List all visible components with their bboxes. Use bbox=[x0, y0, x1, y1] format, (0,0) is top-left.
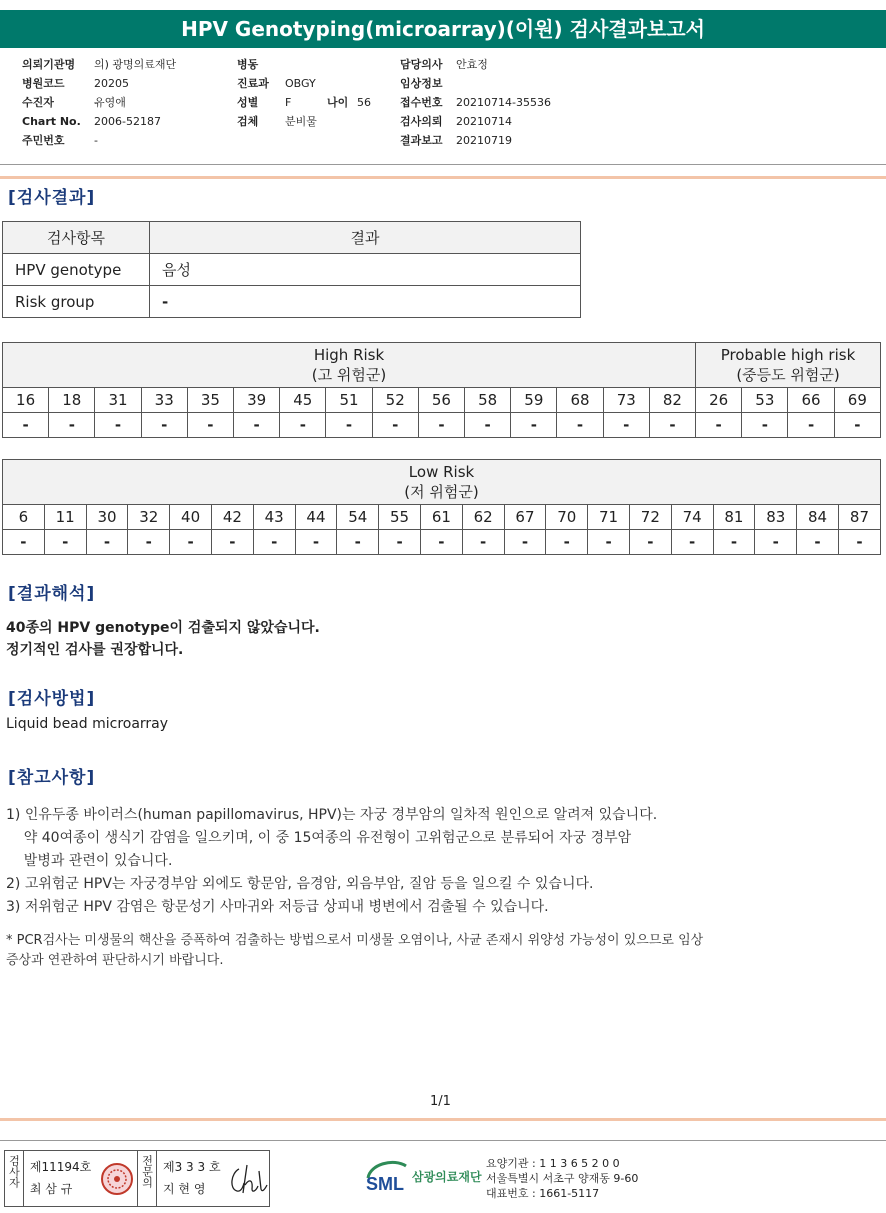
hpv-type-label: 45 bbox=[280, 388, 326, 413]
probable-risk-title: Probable high risk bbox=[720, 346, 856, 364]
high-risk-header bbox=[3, 343, 696, 388]
hpv-type-label: 31 bbox=[95, 388, 141, 413]
info-label: 검사의뢰 bbox=[400, 115, 443, 128]
low-risk-types-row bbox=[3, 505, 881, 530]
hpv-type-result: - bbox=[128, 530, 170, 555]
interpretation-part: 이 검출되지 않았습니다. bbox=[169, 620, 320, 636]
low-risk-values-row bbox=[3, 530, 881, 555]
hpv-type-result: - bbox=[797, 530, 839, 555]
patient-info-col1 bbox=[22, 55, 176, 150]
divider bbox=[0, 164, 886, 165]
hpv-type-result: - bbox=[3, 413, 49, 438]
result-value: - bbox=[150, 286, 581, 318]
low-risk-header bbox=[3, 460, 881, 505]
hpv-type-result: - bbox=[788, 413, 834, 438]
footnote bbox=[6, 931, 703, 971]
info-value: - bbox=[94, 134, 98, 147]
specialist-cell bbox=[157, 1151, 225, 1206]
divider bbox=[0, 1140, 886, 1141]
section-title-method: [검사방법] bbox=[8, 689, 96, 709]
hpv-type-label: 56 bbox=[418, 388, 464, 413]
hpv-type-result: - bbox=[834, 413, 880, 438]
hpv-type-label: 53 bbox=[742, 388, 788, 413]
hpv-type-label: 39 bbox=[234, 388, 280, 413]
method-text: Liquid bead microarray bbox=[6, 716, 169, 732]
specialist-label-text: 전문의 bbox=[140, 1155, 154, 1188]
hpv-type-label: 67 bbox=[504, 505, 546, 530]
note-line: 3) 저위험군 HPV 감염은 항문성기 사마귀와 저등급 상피내 병변에서 검출될 수 있습니다. bbox=[6, 899, 549, 915]
info-value: 의) 광명의료재단 bbox=[94, 58, 177, 71]
info-label: Chart No. bbox=[22, 115, 81, 128]
logo-text: SML bbox=[366, 1174, 404, 1194]
seal-stamp bbox=[97, 1151, 138, 1206]
hpv-type-label: 18 bbox=[49, 388, 95, 413]
hpv-type-result: - bbox=[462, 530, 504, 555]
low-risk-subtitle: (저 위험군) bbox=[404, 483, 479, 501]
org-address bbox=[486, 1156, 638, 1201]
section-title-reference: [참고사항] bbox=[8, 768, 96, 788]
hpv-type-result: - bbox=[465, 413, 511, 438]
hpv-type-result: - bbox=[379, 530, 421, 555]
page-number: 1/1 bbox=[430, 1094, 451, 1109]
hpv-type-label: 52 bbox=[372, 388, 418, 413]
interpretation-line2: 정기적인 검사를 권장합니다. bbox=[6, 642, 184, 658]
report-title: HPV Genotyping(microarray)(이원) 검사결과보고서 bbox=[0, 10, 886, 48]
seal-icon bbox=[100, 1162, 134, 1196]
hpv-type-result: - bbox=[49, 413, 95, 438]
info-label: 주민번호 bbox=[22, 134, 65, 147]
info-value: 20210714-35536 bbox=[456, 96, 551, 109]
info-value: OBGY bbox=[285, 77, 316, 90]
result-item: HPV genotype bbox=[3, 254, 150, 286]
note-line: 2) 고위험군 HPV는 자궁경부암 외에도 항문암, 음경암, 외음부암, 질암 등을 일으킬 수 있습니다. bbox=[6, 876, 594, 892]
hpv-type-result: - bbox=[337, 530, 379, 555]
specialist-no: 제3 3 3 호 bbox=[163, 1160, 221, 1174]
hpv-type-label: 51 bbox=[326, 388, 372, 413]
hpv-type-label: 81 bbox=[713, 505, 755, 530]
hpv-type-result: - bbox=[504, 530, 546, 555]
high-risk-title: High Risk bbox=[313, 346, 385, 364]
hpv-type-result: - bbox=[141, 413, 187, 438]
hpv-type-label: 42 bbox=[211, 505, 253, 530]
patient-info-col2 bbox=[237, 55, 371, 131]
hpv-type-result: - bbox=[187, 413, 233, 438]
info-label: 병동 bbox=[237, 58, 259, 71]
info-value: 분비물 bbox=[285, 115, 317, 128]
specialist-label bbox=[138, 1151, 157, 1206]
hpv-type-result: - bbox=[742, 413, 788, 438]
high-risk-subtitle: (고 위험군) bbox=[311, 366, 387, 384]
info-value: 56 bbox=[357, 96, 371, 109]
hpv-type-label: 66 bbox=[788, 388, 834, 413]
hpv-type-label: 16 bbox=[3, 388, 49, 413]
patient-info-col3 bbox=[400, 55, 551, 150]
hpv-type-result: - bbox=[234, 413, 280, 438]
hpv-type-label: 6 bbox=[3, 505, 45, 530]
hpv-type-result: - bbox=[546, 530, 588, 555]
probable-risk-subtitle: (중등도 위험군) bbox=[736, 366, 840, 384]
probable-risk-header bbox=[696, 343, 881, 388]
hpv-type-result: - bbox=[372, 413, 418, 438]
reference-notes bbox=[6, 804, 657, 919]
hpv-type-result: - bbox=[211, 530, 253, 555]
sml-logo-icon bbox=[364, 1156, 410, 1196]
hpv-type-result: - bbox=[511, 413, 557, 438]
hpv-type-label: 54 bbox=[337, 505, 379, 530]
org-name: 삼광의료재단 bbox=[412, 1169, 482, 1184]
note-line: 1) 인유두종 바이러스(human papillomavirus, HPV)는 자궁 경부암의 일차적 원인으로 알려져 있습니다. bbox=[6, 807, 658, 823]
hpv-type-label: 62 bbox=[462, 505, 504, 530]
hpv-type-label: 11 bbox=[44, 505, 86, 530]
info-value: 2006-52187 bbox=[94, 115, 161, 128]
hpv-type-result: - bbox=[713, 530, 755, 555]
hpv-type-result: - bbox=[603, 413, 649, 438]
hpv-type-result: - bbox=[44, 530, 86, 555]
addr-line: 대표번호 : 1661-5117 bbox=[486, 1187, 600, 1200]
inspector-name: 최 삼 규 bbox=[29, 1182, 73, 1196]
signature-box bbox=[4, 1150, 270, 1207]
result-value: 음성 bbox=[150, 254, 581, 286]
hpv-type-label: 87 bbox=[838, 505, 880, 530]
result-item: Risk group bbox=[3, 286, 150, 318]
interpretation-text bbox=[6, 617, 320, 661]
hpv-type-result: - bbox=[280, 413, 326, 438]
footnote-line: 증상과 연관하여 판단하시기 바랍니다. bbox=[6, 953, 224, 968]
result-header-item: 검사항목 bbox=[3, 222, 150, 254]
signature-icon bbox=[225, 1159, 269, 1199]
info-label: 수진자 bbox=[22, 96, 54, 109]
hpv-type-label: 71 bbox=[588, 505, 630, 530]
hpv-type-label: 73 bbox=[603, 388, 649, 413]
interpretation-part: HPV genotype bbox=[57, 620, 170, 636]
hpv-type-label: 26 bbox=[696, 388, 742, 413]
info-label: 나이 bbox=[327, 96, 349, 109]
info-value: F bbox=[285, 96, 292, 109]
hpv-type-label: 59 bbox=[511, 388, 557, 413]
hpv-type-result: - bbox=[326, 413, 372, 438]
info-label: 성별 bbox=[237, 96, 259, 109]
hpv-type-label: 74 bbox=[671, 505, 713, 530]
hpv-type-label: 55 bbox=[379, 505, 421, 530]
hpv-type-result: - bbox=[86, 530, 128, 555]
hpv-type-result: - bbox=[588, 530, 630, 555]
result-header-result: 결과 bbox=[150, 222, 581, 254]
hpv-type-result: - bbox=[557, 413, 603, 438]
low-risk-table bbox=[2, 459, 881, 555]
table-row bbox=[3, 254, 581, 286]
hpv-type-label: 40 bbox=[170, 505, 212, 530]
hpv-type-result: - bbox=[170, 530, 212, 555]
info-value: 유영애 bbox=[94, 96, 126, 109]
hpv-type-label: 83 bbox=[755, 505, 797, 530]
inspector-label-text: 검사자 bbox=[7, 1155, 21, 1188]
hpv-type-label: 82 bbox=[649, 388, 695, 413]
divider bbox=[0, 1118, 886, 1121]
hpv-type-result: - bbox=[755, 530, 797, 555]
info-label: 접수번호 bbox=[400, 96, 443, 109]
info-label: 검체 bbox=[237, 115, 259, 128]
addr-line: 서울특별시 서초구 양재동 9-60 bbox=[486, 1172, 639, 1185]
hpv-type-result: - bbox=[649, 413, 695, 438]
section-title-interpretation: [결과해석] bbox=[8, 584, 96, 604]
inspector-label bbox=[5, 1151, 24, 1206]
note-line: 약 40여종이 생식기 감염을 일으키며, 이 중 15여종의 유전형이 고위험군으로 분류되어 자궁 경부암 bbox=[6, 830, 632, 846]
org-logo bbox=[364, 1156, 482, 1196]
specialist-name: 지 현 영 bbox=[163, 1182, 206, 1196]
hpv-type-label: 72 bbox=[629, 505, 671, 530]
info-label: 담당의사 bbox=[400, 58, 443, 71]
info-label: 결과보고 bbox=[400, 134, 443, 147]
high-risk-table bbox=[2, 342, 881, 438]
low-risk-title: Low Risk bbox=[408, 463, 475, 481]
hpv-type-result: - bbox=[295, 530, 337, 555]
hpv-type-result: - bbox=[838, 530, 880, 555]
addr-line: 요양기관 : 1 1 3 6 5 2 0 0 bbox=[486, 1157, 620, 1170]
info-label: 의뢰기관명 bbox=[22, 58, 76, 71]
info-label: 병원코드 bbox=[22, 77, 65, 90]
hpv-type-result: - bbox=[420, 530, 462, 555]
info-value: 안효정 bbox=[456, 58, 488, 71]
hpv-type-result: - bbox=[253, 530, 295, 555]
section-title-result: [검사결과] bbox=[8, 188, 96, 208]
info-label: 임상정보 bbox=[400, 77, 443, 90]
info-value: 20210719 bbox=[456, 134, 512, 147]
hpv-type-result: - bbox=[95, 413, 141, 438]
hpv-type-label: 30 bbox=[86, 505, 128, 530]
footnote-line: * PCR검사는 미생물의 핵산을 증폭하여 검출하는 방법으로서 미생물 오염이나, 사균 존재시 위양성 가능성이 있으므로 임상 bbox=[6, 933, 704, 948]
info-value: 20205 bbox=[94, 77, 129, 90]
hpv-type-label: 68 bbox=[557, 388, 603, 413]
signature bbox=[225, 1151, 269, 1206]
hpv-type-label: 43 bbox=[253, 505, 295, 530]
hpv-type-result: - bbox=[418, 413, 464, 438]
hpv-type-label: 58 bbox=[465, 388, 511, 413]
hpv-type-label: 35 bbox=[187, 388, 233, 413]
hpv-type-result: - bbox=[629, 530, 671, 555]
table-row bbox=[3, 286, 581, 318]
hpv-type-result: - bbox=[671, 530, 713, 555]
inspector-cell bbox=[24, 1151, 98, 1206]
note-line: 발병과 관련이 있습니다. bbox=[6, 853, 173, 869]
inspector-no: 제11194호 bbox=[29, 1160, 92, 1174]
hpv-type-label: 61 bbox=[420, 505, 462, 530]
hpv-type-label: 32 bbox=[128, 505, 170, 530]
info-value: 20210714 bbox=[456, 115, 512, 128]
hpv-type-result: - bbox=[3, 530, 45, 555]
hpv-type-label: 84 bbox=[797, 505, 839, 530]
hpv-type-label: 44 bbox=[295, 505, 337, 530]
hpv-type-label: 70 bbox=[546, 505, 588, 530]
hpv-type-label: 33 bbox=[141, 388, 187, 413]
high-risk-types-row bbox=[3, 388, 881, 413]
high-risk-values-row bbox=[3, 413, 881, 438]
info-label: 진료과 bbox=[237, 77, 269, 90]
hpv-type-result: - bbox=[696, 413, 742, 438]
result-table bbox=[2, 221, 581, 318]
hpv-type-label: 69 bbox=[834, 388, 880, 413]
divider bbox=[0, 176, 886, 179]
interpretation-part: 40종의 bbox=[6, 620, 58, 636]
